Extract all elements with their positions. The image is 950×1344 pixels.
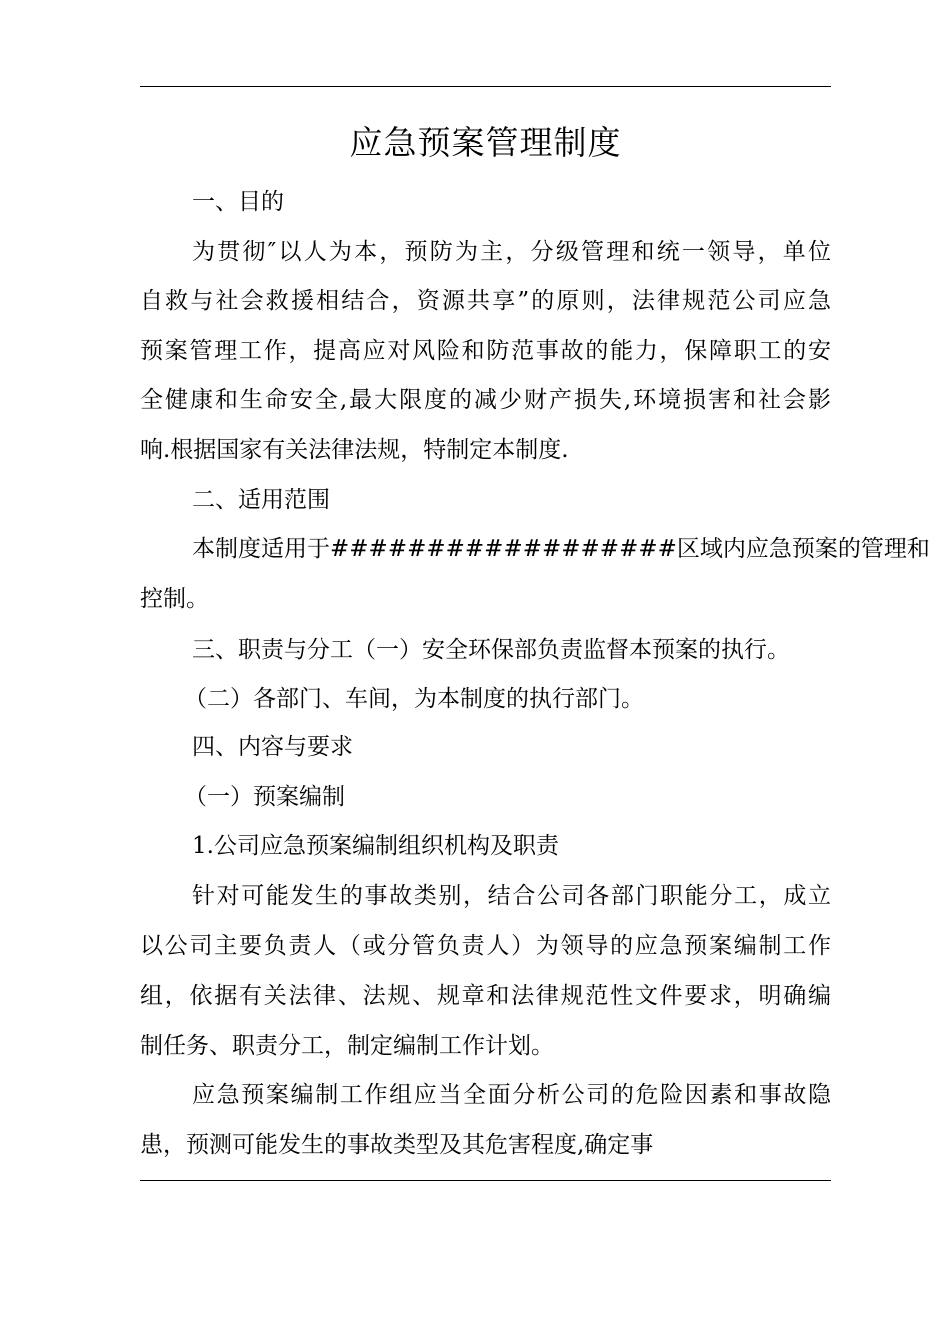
paragraph-line: 制任务、职责分工，制定编制工作计划。 — [140, 1033, 554, 1059]
paragraph-line: 应急预案编制工作组应当全面分析公司的危险因素和事故隐 — [192, 1082, 831, 1108]
section-heading-responsibilities: 三、职责与分工（一）安全环保部负责监督本预案的执行。 — [192, 637, 790, 663]
paragraph-line: 响.根据国家有关法律法规，特制定本制度. — [140, 437, 569, 463]
paragraph-line: 组，依据有关法律、法规、规章和法律规范性文件要求，明确编 — [140, 983, 831, 1009]
paragraph-line: 为贯彻″以人为本，预防为主，分级管理和统一领导，单位 — [192, 239, 831, 265]
paragraph-line: 控制。 — [140, 586, 209, 612]
subsection-heading: （一）预案编制 — [184, 784, 345, 810]
section-heading-purpose: 一、目的 — [192, 189, 284, 215]
footer-rule — [140, 1180, 831, 1181]
document-title: 应急预案管理制度 — [349, 123, 622, 162]
paragraph-line: （二）各部门、车间，为本制度的执行部门。 — [184, 686, 644, 712]
header-rule — [140, 86, 831, 87]
paragraph-line: 预案管理工作，提高应对风险和防范事故的能力，保障职工的安 — [140, 338, 831, 364]
paragraph-line: 以公司主要负责人（或分管负责人）为领导的应急预案编制工作 — [140, 933, 831, 959]
paragraph-line: 本制度适用于##################区域内应急预案的管理和 — [192, 536, 930, 562]
section-heading-content: 四、内容与要求 — [192, 734, 353, 760]
paragraph-line: 患，预测可能发生的事故类型及其危害程度,确定事 — [140, 1132, 654, 1158]
section-heading-scope: 二、适用范围 — [192, 487, 330, 513]
paragraph-line: 自救与社会救援相结合，资源共享”的原则，法律规范公司应急 — [140, 288, 831, 314]
paragraph-line: 全健康和生命安全,最大限度的减少财产损失,环境损害和社会影 — [140, 387, 831, 413]
paragraph-line: 针对可能发生的事故类别，结合公司各部门职能分工，成立 — [192, 883, 831, 909]
numbered-heading: 1.公司应急预案编制组织机构及职责 — [192, 833, 559, 859]
